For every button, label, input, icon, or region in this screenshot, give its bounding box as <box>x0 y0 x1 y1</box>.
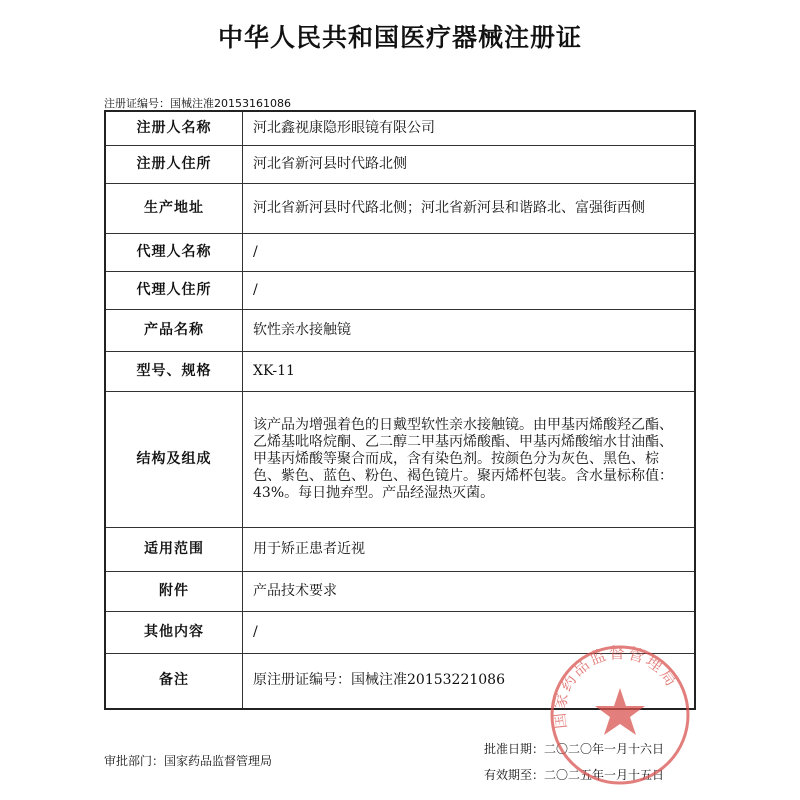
row-value: XK-11 <box>243 351 696 391</box>
table-row <box>105 183 695 233</box>
row-label: 结构及组成 <box>105 391 243 527</box>
row-label: 代理人名称 <box>105 233 243 271</box>
row-value: 原注册证编号：国械注准20153221086 <box>243 653 696 709</box>
row-label: 附件 <box>105 571 243 611</box>
row-label: 代理人住所 <box>105 271 243 309</box>
row-value: / <box>243 271 696 309</box>
row-label: 适用范围 <box>105 527 243 571</box>
row-value: 河北省新河县时代路北侧 <box>243 145 696 183</box>
table-row <box>105 233 695 271</box>
registration-number: 注册证编号：国械注准20153161086 <box>104 97 291 110</box>
seal-star-icon <box>595 688 645 735</box>
certificate-table <box>104 110 696 710</box>
table-row <box>105 527 695 571</box>
row-value: 该产品为增强着色的日戴型软性亲水接触镜。由甲基丙烯酸羟乙酯、乙烯基吡咯烷酮、乙二醇二甲基丙烯酸酯、甲基丙烯酸缩水甘油酯、甲基丙烯酸等聚合而成，含有染色剂。按颜色分为灰色、黑色、棕色、紫色、蓝色、粉色、褐色镜片。聚丙烯杯包装。含水量标称值：43%。每日抛弃型。产品经湿热灭菌。 <box>243 391 696 527</box>
row-value: 产品技术要求 <box>243 571 696 611</box>
row-label: 其他内容 <box>105 611 243 653</box>
table-row <box>105 271 695 309</box>
row-value: / <box>243 611 696 653</box>
seal-text: 国家药品监督管理局 <box>549 643 683 730</box>
row-label: 型号、规格 <box>105 351 243 391</box>
table-row <box>105 571 695 611</box>
row-value: 软性亲水接触镜 <box>243 309 696 351</box>
table-row <box>105 391 695 527</box>
table-row <box>105 351 695 391</box>
row-label: 备注 <box>105 653 243 709</box>
approval-department: 审批部门：国家药品监督管理局 <box>104 754 273 768</box>
row-label: 注册人住所 <box>105 145 243 183</box>
table-row <box>105 111 695 145</box>
table-row <box>105 309 695 351</box>
document-title: 中华人民共和国医疗器械注册证 <box>217 23 582 52</box>
row-value: 河北鑫视康隐形眼镜有限公司 <box>243 111 696 145</box>
approval-date: 批准日期：二〇二〇年一月十六日 <box>484 742 665 756</box>
official-seal-icon <box>545 640 695 790</box>
row-value: / <box>243 233 696 271</box>
row-label: 产品名称 <box>105 309 243 351</box>
row-value: 用于矫正患者近视 <box>243 527 696 571</box>
valid-until-date: 有效期至：二〇二五年一月十五日 <box>484 768 665 782</box>
row-label: 生产地址 <box>105 183 243 233</box>
table-row <box>105 145 695 183</box>
row-value: 河北省新河县时代路北侧；河北省新河县和谐路北、富强街西侧 <box>243 183 696 233</box>
row-label: 注册人名称 <box>105 111 243 145</box>
